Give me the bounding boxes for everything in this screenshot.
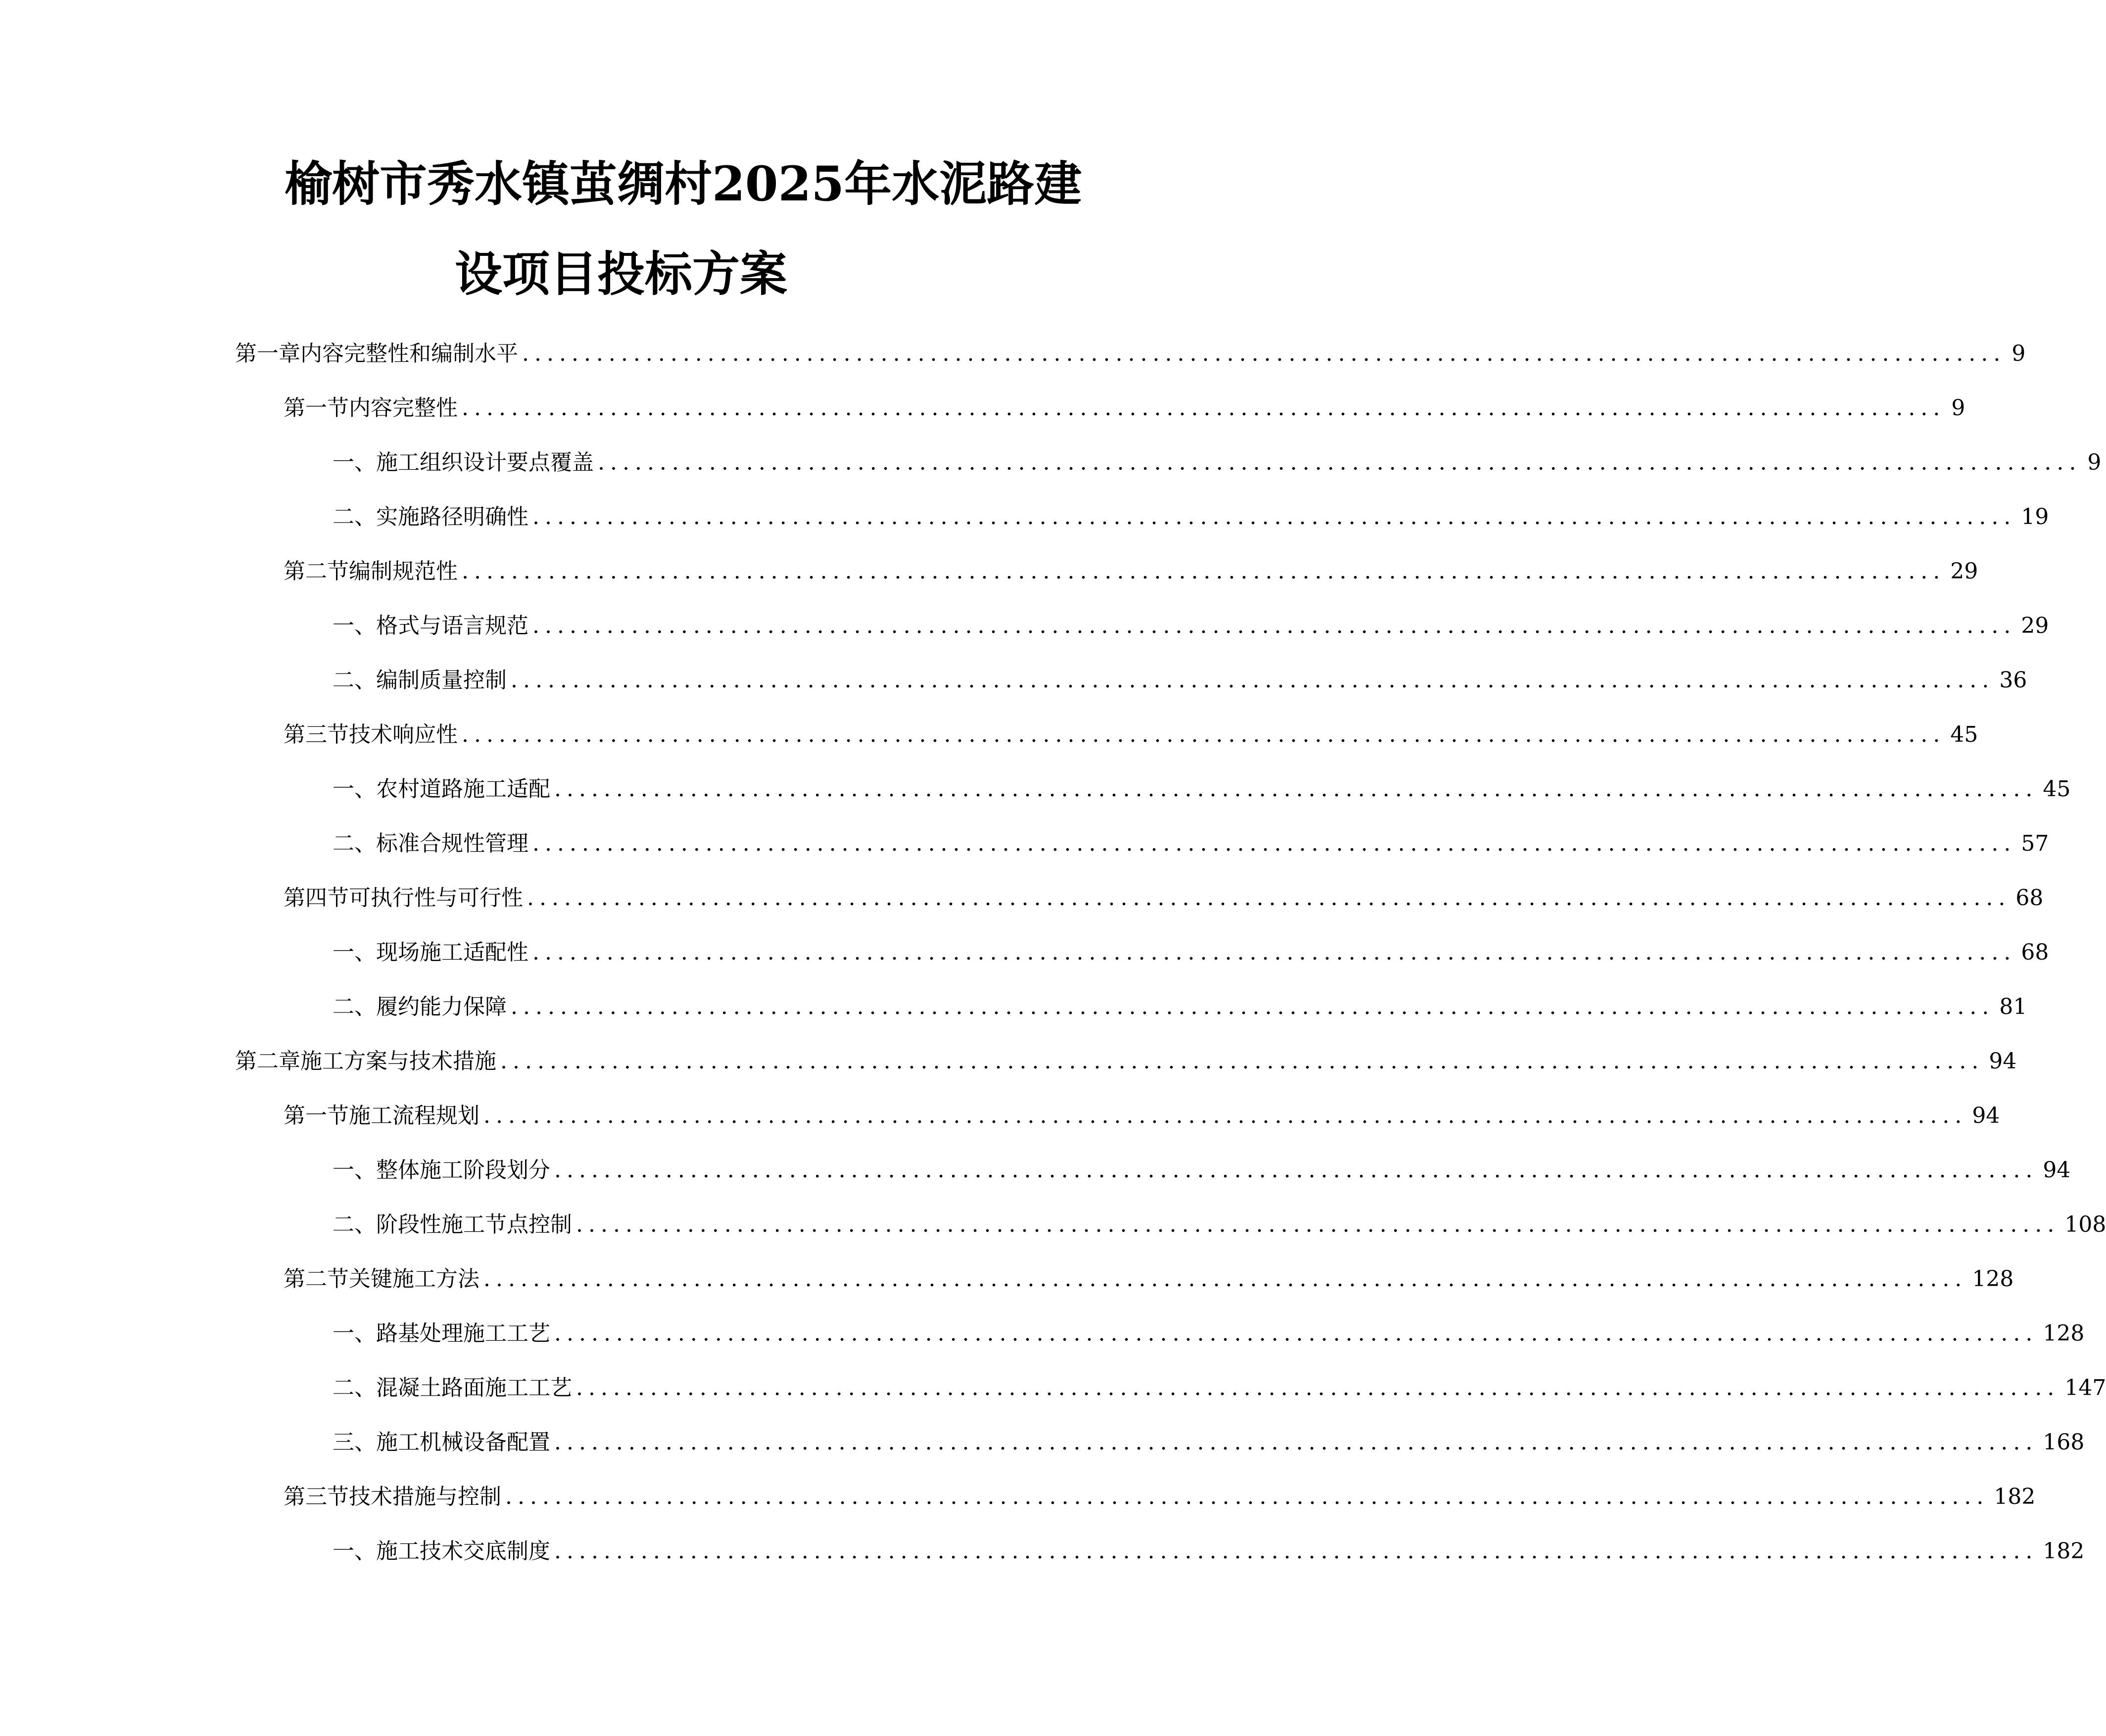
toc-entry-title: 编制规范性 xyxy=(349,559,458,584)
toc-entry-page-number: 45 xyxy=(2043,776,2071,802)
toc-entry-number: 第二节 xyxy=(284,1266,349,1292)
toc-dot-leader: ........................................................................................................................ xyxy=(462,722,1946,747)
toc-entry-number: 一、 xyxy=(333,450,376,475)
toc-entry[interactable] xyxy=(333,1306,2085,1361)
toc-entry[interactable] xyxy=(333,599,2049,653)
toc-entry-title: 技术措施与控制 xyxy=(349,1484,501,1509)
document-title-line-1: 榆树市秀水镇茧绸村2025年水泥路建 xyxy=(285,156,1082,212)
toc-dot-leader: ........................................................................................................................ xyxy=(511,668,1995,693)
toc-entry-number: 三、 xyxy=(333,1430,376,1455)
toc-entry-number: 第一节 xyxy=(284,395,349,421)
toc-entry-page-number: 168 xyxy=(2043,1430,2085,1455)
toc-entry[interactable] xyxy=(333,1524,2085,1579)
toc-entry[interactable] xyxy=(333,653,2027,708)
toc-entry-page-number: 9 xyxy=(1951,395,1965,421)
toc-entry-page-number: 68 xyxy=(2015,885,2044,911)
toc-entry[interactable] xyxy=(235,1034,2017,1089)
toc-dot-leader: ........................................................................................................................ xyxy=(522,341,2006,366)
toc-entry[interactable] xyxy=(284,544,1978,599)
toc-entry-page-number: 128 xyxy=(1972,1266,2014,1292)
toc-entry-title: 施工组织设计要点覆盖 xyxy=(376,450,594,475)
toc-entry-number: 二、 xyxy=(333,668,376,693)
toc-entry[interactable] xyxy=(333,1415,2085,1470)
toc-dot-leader: ........................................................................................................................ xyxy=(505,1484,1989,1509)
toc-entry-title: 施工机械设备配置 xyxy=(376,1430,550,1455)
toc-entry-title: 履约能力保障 xyxy=(376,994,507,1019)
toc-entry[interactable] xyxy=(284,708,1978,762)
toc-dot-leader: ........................................................................................................................ xyxy=(532,831,2016,856)
toc-entry[interactable] xyxy=(284,1252,2014,1306)
toc-entry-title: 农村道路施工适配 xyxy=(376,776,550,802)
toc-entry[interactable] xyxy=(333,817,2049,871)
toc-dot-leader: ........................................................................................................................ xyxy=(462,559,1946,584)
toc-entry-number: 一、 xyxy=(333,1157,376,1183)
toc-dot-leader: ........................................................................................................................ xyxy=(532,940,2016,965)
toc-entry[interactable] xyxy=(333,762,2071,817)
toc-entry-title: 阶段性施工节点控制 xyxy=(376,1212,572,1237)
toc-entry-title: 整体施工阶段划分 xyxy=(376,1157,550,1183)
toc-entry-title: 格式与语言规范 xyxy=(376,613,528,638)
toc-entry-number: 二、 xyxy=(333,1375,376,1400)
toc-dot-leader: ........................................................................................................................ xyxy=(554,1321,2038,1346)
toc-dot-leader: ........................................................................................................................ xyxy=(554,1539,2038,1564)
toc-dot-leader: ........................................................................................................................ xyxy=(511,994,1995,1019)
document-title-line-2: 设项目投标方案 xyxy=(455,246,787,302)
toc-dot-leader: ........................................................................................................................ xyxy=(576,1375,2060,1400)
toc-dot-leader: ........................................................................................................................ xyxy=(527,885,2011,911)
toc-entry-number: 第三节 xyxy=(284,1484,349,1509)
toc-entry-title: 内容完整性和编制水平 xyxy=(300,341,518,366)
toc-dot-leader: ........................................................................................................................ xyxy=(483,1266,1967,1292)
toc-entry-page-number: 147 xyxy=(2064,1375,2106,1400)
toc-dot-leader: ........................................................................................................................ xyxy=(554,1157,2038,1183)
toc-entry-page-number: 29 xyxy=(2021,613,2049,638)
toc-entry-number: 二、 xyxy=(333,994,376,1019)
toc-dot-leader: ........................................................................................................................ xyxy=(576,1212,2060,1237)
toc-entry-page-number: 94 xyxy=(1989,1049,2017,1074)
toc-dot-leader: ........................................................................................................................ xyxy=(483,1103,1967,1128)
toc-entry-number: 第四节 xyxy=(284,885,349,911)
toc-entry[interactable] xyxy=(333,925,2049,980)
toc-entry[interactable] xyxy=(333,980,2027,1034)
toc-entry-title: 标准合规性管理 xyxy=(376,831,528,856)
toc-entry-number: 一、 xyxy=(333,1539,376,1564)
toc-entry-page-number: 9 xyxy=(2011,341,2026,366)
toc-entry-title: 施工方案与技术措施 xyxy=(300,1049,496,1074)
toc-entry-page-number: 68 xyxy=(2021,940,2049,965)
toc-entry[interactable] xyxy=(284,381,1965,435)
toc-dot-leader: ........................................................................................................................ xyxy=(554,1430,2038,1455)
toc-entry-title: 现场施工适配性 xyxy=(376,940,528,965)
toc-entry-page-number: 9 xyxy=(2087,450,2102,475)
toc-entry-page-number: 29 xyxy=(1950,559,1978,584)
toc-entry[interactable] xyxy=(235,327,2026,381)
toc-entry[interactable] xyxy=(333,1361,2106,1415)
toc-entry-number: 第三节 xyxy=(284,722,349,747)
toc-entry-page-number: 128 xyxy=(2043,1321,2085,1346)
toc-entry[interactable] xyxy=(333,1198,2106,1252)
toc-entry-title: 混凝土路面施工工艺 xyxy=(376,1375,572,1400)
toc-entry-title: 关键施工方法 xyxy=(349,1266,479,1292)
toc-entry-page-number: 182 xyxy=(1994,1484,2036,1509)
toc-entry[interactable] xyxy=(284,1089,2000,1143)
toc-entry-page-number: 19 xyxy=(2021,504,2049,530)
toc-entry-page-number: 36 xyxy=(1999,668,2027,693)
toc-entry[interactable] xyxy=(284,871,2044,925)
toc-entry-number: 二、 xyxy=(333,831,376,856)
toc-entry[interactable] xyxy=(333,490,2049,544)
toc-entry-title: 可执行性与可行性 xyxy=(349,885,523,911)
toc-entry-page-number: 182 xyxy=(2043,1539,2085,1564)
toc-entry-number: 第二节 xyxy=(284,559,349,584)
toc-entry-number: 第一节 xyxy=(284,1103,349,1128)
toc-entry-page-number: 94 xyxy=(1972,1103,2000,1128)
toc-entry-page-number: 57 xyxy=(2021,831,2049,856)
toc-entry[interactable] xyxy=(333,1143,2071,1198)
toc-entry-page-number: 81 xyxy=(1999,994,2027,1019)
toc-entry-number: 二、 xyxy=(333,1212,376,1237)
toc-entry-title: 路基处理施工工艺 xyxy=(376,1321,550,1346)
toc-entry-title: 实施路径明确性 xyxy=(376,504,528,530)
toc-entry-title: 编制质量控制 xyxy=(376,668,507,693)
toc-dot-leader: ........................................................................................................................ xyxy=(500,1049,1984,1074)
toc-entry-number: 一、 xyxy=(333,776,376,802)
toc-dot-leader: ........................................................................................................................ xyxy=(532,613,2016,638)
toc-entry-number: 第二章 xyxy=(235,1049,300,1074)
toc-entry[interactable] xyxy=(333,435,2102,490)
toc-entry-title: 施工技术交底制度 xyxy=(376,1539,550,1564)
toc-entry-page-number: 94 xyxy=(2043,1157,2071,1183)
toc-dot-leader: ........................................................................................................................ xyxy=(462,395,1946,421)
toc-dot-leader: ........................................................................................................................ xyxy=(532,504,2016,530)
toc-entry-number: 一、 xyxy=(333,1321,376,1346)
toc-dot-leader: ........................................................................................................................ xyxy=(554,776,2038,802)
toc-entry-number: 一、 xyxy=(333,940,376,965)
toc-entry-title: 内容完整性 xyxy=(349,395,458,421)
toc-entry-page-number: 108 xyxy=(2064,1212,2106,1237)
toc-entry-title: 施工流程规划 xyxy=(349,1103,479,1128)
toc-entry-page-number: 45 xyxy=(1950,722,1978,747)
toc-entry-number: 第一章 xyxy=(235,341,300,366)
toc-dot-leader: ........................................................................................................................ xyxy=(598,450,2082,475)
toc-entry-number: 一、 xyxy=(333,613,376,638)
toc-entry-number: 二、 xyxy=(333,504,376,530)
toc-entry-title: 技术响应性 xyxy=(349,722,458,747)
toc-entry[interactable] xyxy=(284,1470,2036,1524)
